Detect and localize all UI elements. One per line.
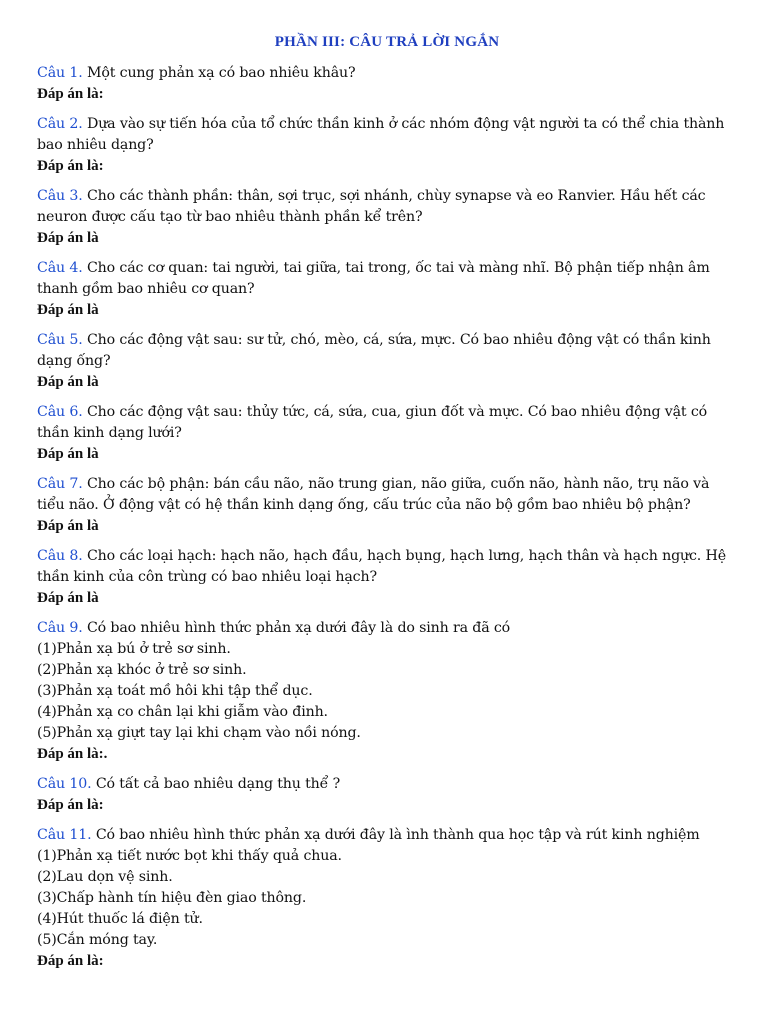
question-10 [37,774,737,816]
answer-label: Đáp án là: [37,953,104,969]
question-text [37,474,737,516]
question-body: Cho các thành phần: thân, sợi trục, sợi nhánh, chùy synapse và eo Ranvier. Hầu hết các neuron được cấu tạo từ bao nhiêu thành phần kể trên? [37,188,706,225]
answer-label: Đáp án là [37,302,99,318]
question-number: Câu 9. [37,620,83,636]
option-item: (2)Phản xạ khóc ở trẻ sơ sinh. [37,662,247,678]
question-2 [37,114,737,177]
question-3 [37,186,737,249]
question-body: Có tất cả bao nhiêu dạng thụ thể ? [91,776,341,792]
question-text [37,618,737,639]
option-item: (1)Phản xạ tiết nước bọt khi thấy quả chua. [37,848,342,864]
option-item: (4)Phản xạ co chân lại khi giẫm vào đinh. [37,704,328,720]
question-body: Cho các cơ quan: tai người, tai giữa, tai trong, ốc tai và màng nhĩ. Bộ phận tiếp nhận âm thanh gồm bao nhiêu cơ quan? [37,260,710,297]
option-item: (1)Phản xạ bú ở trẻ sơ sinh. [37,641,231,657]
answer-label: Đáp án là [37,590,99,606]
question-number: Câu 5. [37,332,83,348]
question-number: Câu 11. [37,827,92,843]
section-title: PHẦN III: CÂU TRẢ LỜI NGẮN [274,34,500,50]
question-text [37,186,737,228]
question-body: Có bao nhiêu hình thức phản xạ dưới đây là do sinh ra đã có [82,620,511,636]
answer-label: Đáp án là [37,230,99,246]
answer-label: Đáp án là [37,518,99,534]
question-body: Cho các loại hạch: hạch não, hạch đầu, hạch bụng, hạch lưng, hạch thân và hạch ngực. Hệ thần kinh của côn trùng có bao nhiêu loại hạch? [37,548,726,585]
question-body: Cho các động vật sau: sư tử, chó, mèo, cá, sứa, mực. Có bao nhiêu động vật có thần kinh dạng ống? [37,332,711,369]
question-body: Có bao nhiêu hình thức phản xạ dưới đây là ình thành qua học tập và rút kinh nghiệm [91,827,700,843]
answer-label: Đáp án là: [37,797,104,813]
question-text [37,825,737,846]
option-item: (5)Phản xạ giựt tay lại khi chạm vào nồi nóng. [37,725,361,741]
question-number: Câu 1. [37,65,83,81]
question-number: Câu 6. [37,404,83,420]
question-1 [37,63,737,105]
question-body: Cho các động vật sau: thủy tức, cá, sứa, cua, giun đốt và mực. Có bao nhiêu động vật có thần kinh dạng lưới? [37,404,708,441]
question-11 [37,825,737,972]
document-page [37,34,737,981]
answer-label: Đáp án là [37,446,99,462]
option-item: (2)Lau dọn vệ sinh. [37,869,173,885]
question-8 [37,546,737,609]
question-text [37,114,737,156]
question-number: Câu 8. [37,548,83,564]
question-number: Câu 10. [37,776,92,792]
option-item: (5)Cắn móng tay. [37,932,158,948]
option-item: (3)Phản xạ toát mồ hôi khi tập thể dục. [37,683,313,699]
question-text [37,63,737,84]
question-9 [37,618,737,765]
answer-label: Đáp án là [37,374,99,390]
question-text [37,330,737,372]
question-list [37,63,737,972]
question-text [37,258,737,300]
question-7 [37,474,737,537]
question-number: Câu 3. [37,188,83,204]
question-number: Câu 7. [37,476,83,492]
question-4 [37,258,737,321]
answer-label: Đáp án là: [37,86,104,102]
question-text [37,774,737,795]
question-text [37,546,737,588]
question-body: Dựa vào sự tiến hóa của tổ chức thần kinh ở các nhóm động vật người ta có thể chia thành bao nhiêu dạng? [37,116,725,153]
question-body: Cho các bộ phận: bán cầu não, não trung gian, não giữa, cuốn não, hành não, trụ não và tiểu não. Ở động vật có hệ thần kinh dạng ống, cấu trúc của não bộ gồm bao nhiêu bộ phận? [37,476,710,513]
option-item: (3)Chấp hành tín hiệu đèn giao thông. [37,890,307,906]
question-number: Câu 2. [37,116,83,132]
answer-label: Đáp án là:. [37,746,108,762]
answer-label: Đáp án là: [37,158,104,174]
question-text [37,402,737,444]
question-5 [37,330,737,393]
option-item: (4)Hút thuốc lá điện tử. [37,911,203,927]
question-body: Một cung phản xạ có bao nhiêu khâu? [82,65,356,81]
question-number: Câu 4. [37,260,83,276]
question-6 [37,402,737,465]
